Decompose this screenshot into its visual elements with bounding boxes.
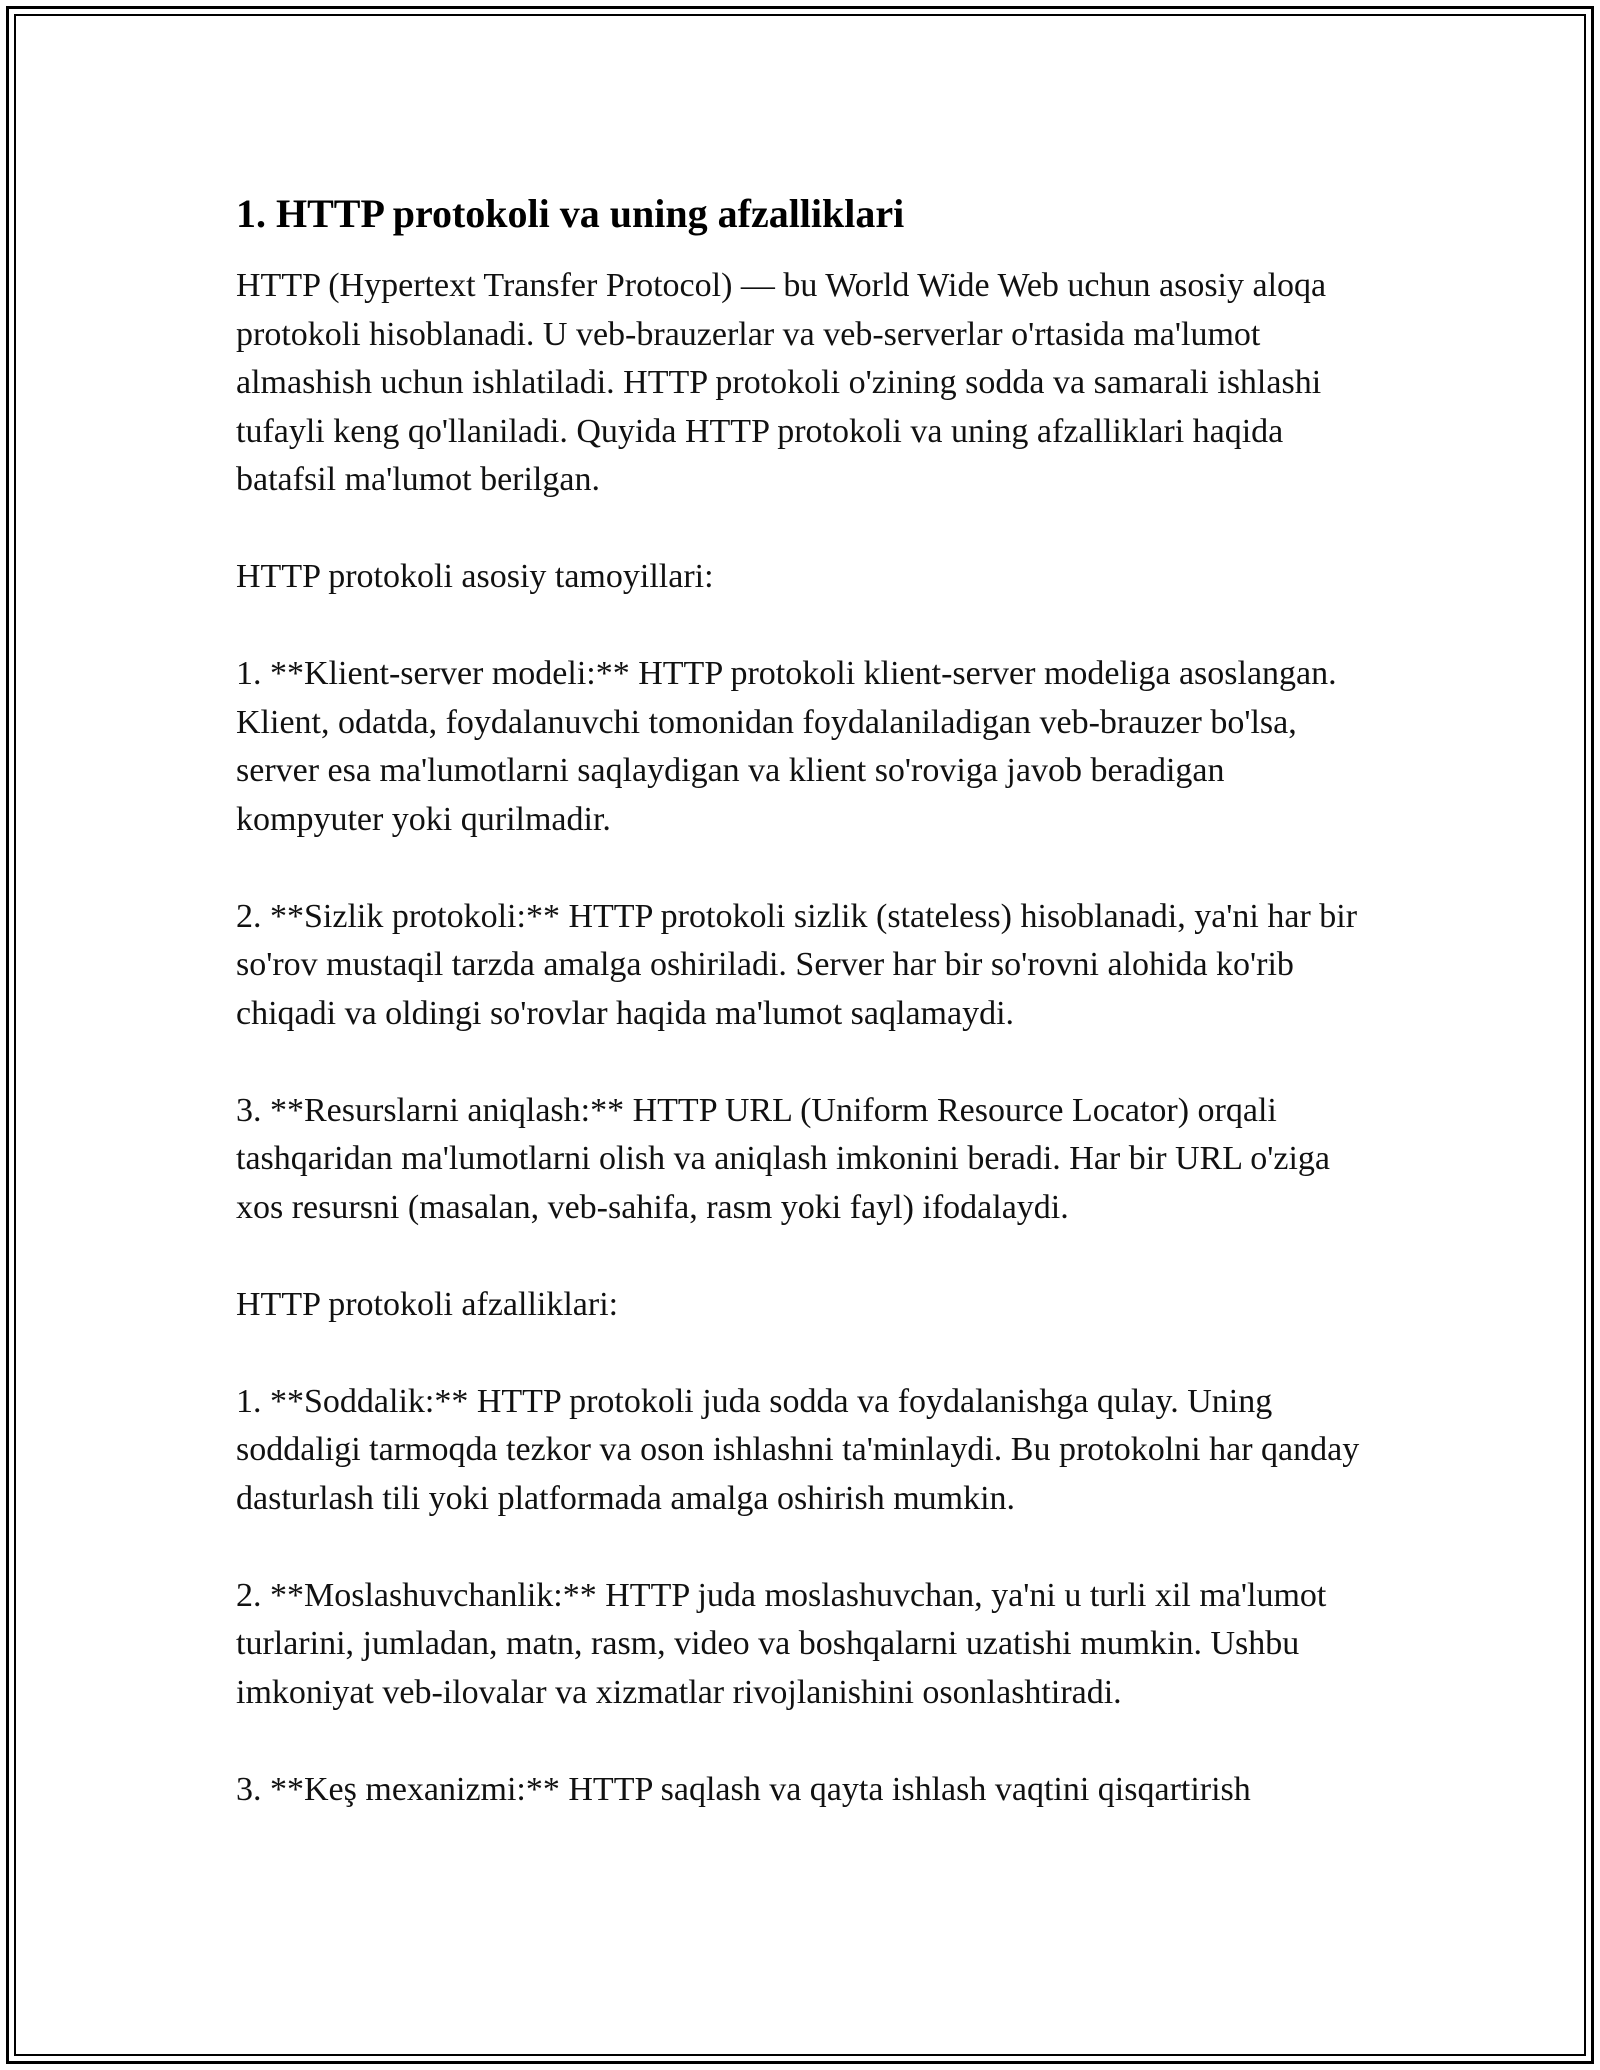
paragraph-stateless: 2. **Sizlik protokoli:** HTTP protokoli sizlik (stateless) hisoblanadi, ya'ni har bir so'rov mustaqil tarzda amalga oshiriladi. Server har bir so'rovni alohida ko'rib chiqadi va oldingi so'rovlar haqida ma'lumot saqlamaydi. (236, 897, 1358, 1032)
paragraph-resources: 3. **Resurslarni aniqlash:** HTTP URL (Uniform Resource Locator) orqali tashqaridan ma'lumotlarni olish va aniqlash imkonini beradi. Har bir URL o'ziga xos resursni (masalan, veb-sahifa, rasm yoki fayl) ifodalaydi. (236, 1091, 1331, 1226)
paragraph-client-server: 1. **Klient-server modeli:** HTTP protokoli klient-server modeliga asoslangan. Klient, odatda, foydalanuvchi tomonidan foydalaniladigan veb-brauzer bo'lsa, server esa ma'lumotlarni saqlaydigan va klient so'roviga javob beradigan kompyuter yoki qurilmadir. (236, 655, 1337, 838)
document-body (236, 186, 1376, 1814)
document-heading: 1. HTTP protokoli va uning afzalliklari (236, 191, 905, 236)
paragraph-simplicity: 1. **Soddalik:** HTTP protokoli juda sodda va foydalanishga qulay. Uning soddaligi tarmoqda tezkor va oson ishlashni ta'minlaydi. Bu protokolni har qanday dasturlash tili yoki platformada amalga oshirish mumkin. (236, 1382, 1360, 1517)
paragraph-flexibility: 2. **Moslashuvchanlik:** HTTP juda moslashuvchan, ya'ni u turli xil ma'lumot turlarini, jumladan, matn, rasm, video va boshqalarni uzatishi mumkin. Ushbu imkoniyat veb-ilovalar va xizmatlar rivojlanishini osonlashtiradi. (236, 1576, 1327, 1711)
paragraph-intro: HTTP (Hypertext Transfer Protocol) — bu World Wide Web uchun asosiy aloqa protokoli hisoblanadi. U veb-brauzerlar va veb-serverlar o'rtasida ma'lumot almashish uchun ishlatiladi. HTTP protokoli o'zining sodda va samarali ishlashi tufayli keng qo'llaniladi. Quyida HTTP protokoli va uning afzalliklari haqida batafsil ma'lumot berilgan. (236, 267, 1327, 498)
paragraph-advantages-title: HTTP protokoli afzalliklari: (236, 1285, 619, 1323)
paragraph-cache: 3. **Keş mexanizmi:** HTTP saqlash va qayta ishlash vaqtini qisqartirish (236, 1770, 1251, 1808)
paragraph-principles-title: HTTP protokoli asosiy tamoyillari: (236, 558, 714, 595)
